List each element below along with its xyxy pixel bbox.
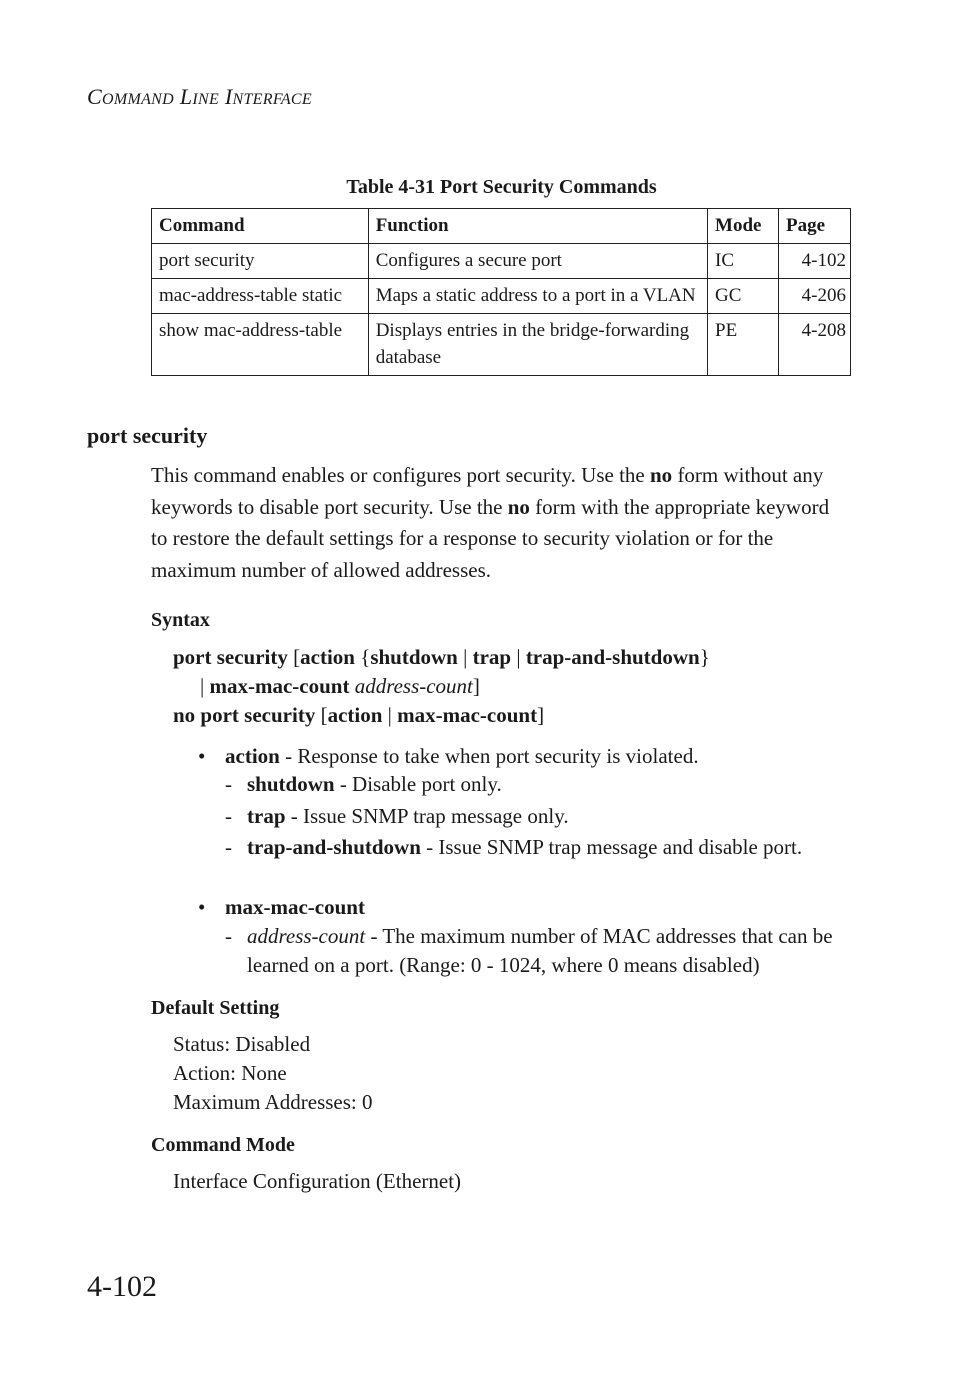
table-cell-page: 4-206 — [779, 279, 851, 314]
syntax-heading: Syntax — [151, 609, 210, 631]
table-row — [152, 244, 851, 279]
table-cell-mode: GC — [708, 279, 779, 314]
param-max-mac-count: max-mac-count — [225, 895, 365, 919]
default-max-addresses: Maximum Addresses: 0 — [173, 1090, 373, 1114]
dash-icon: - — [225, 772, 232, 796]
option-trap-and-shutdown: trap-and-shutdown - Issue SNMP trap message and disable port. — [247, 835, 803, 859]
page-number: 4-102 — [87, 1270, 157, 1303]
keyword-no: no — [650, 463, 673, 487]
table-cell-page: 4-208 — [779, 314, 851, 376]
bullet-icon: • — [198, 744, 206, 768]
syntax-line-1: port security [action {shutdown | trap | trap-and-shutdown} — [173, 645, 710, 669]
param-address-count: address-count - The maximum number of MAC addresses that can be learned on a port. (Range: 0 - 1024, where 0 means disabled) — [247, 924, 833, 977]
param-action: action - Response to take when port security is violated. — [225, 744, 699, 768]
table-caption: Table 4-31 Port Security Commands — [346, 176, 657, 198]
table-cell-command: port security — [152, 244, 369, 279]
option-shutdown: shutdown - Disable port only. — [247, 772, 502, 796]
table-cell-command: show mac-address-table — [152, 314, 369, 376]
default-status: Status: Disabled — [173, 1032, 311, 1056]
header-word-command: COMMAND — [87, 84, 174, 109]
running-header — [87, 84, 312, 110]
default-setting-heading: Default Setting — [151, 997, 280, 1019]
dash-icon: - — [225, 924, 232, 948]
column-header-command: Command — [152, 209, 369, 244]
column-header-function: Function — [368, 209, 707, 244]
column-header-page: Page — [779, 209, 851, 244]
option-trap: trap - Issue SNMP trap message only. — [247, 804, 569, 828]
port-security-commands-table — [151, 208, 851, 376]
header-word-interface: INTERFACE — [224, 84, 312, 109]
syntax-line-2: | max-mac-count address-count] — [200, 674, 480, 698]
intro-paragraph: This command enables or configures port security. Use the no form without any keywords to disable port security. Use the no form with the appropriate keyword to restore the default settings for a response to security violation or for the maximum number of allowed addresses. — [151, 463, 830, 582]
table-cell-page: 4-102 — [779, 244, 851, 279]
header-word-line: LINE — [179, 84, 220, 109]
table-row — [152, 279, 851, 314]
command-mode-text: Interface Configuration (Ethernet) — [173, 1169, 462, 1193]
table-cell-mode: IC — [708, 244, 779, 279]
table-cell-function: Displays entries in the bridge-forwarding database — [368, 314, 707, 376]
column-header-mode: Mode — [708, 209, 779, 244]
keyword-no: no — [507, 494, 530, 519]
command-mode-heading: Command Mode — [151, 1134, 295, 1156]
table-cell-mode: PE — [708, 314, 779, 376]
syntax-line-3: no port security [action | max-mac-count] — [173, 703, 545, 727]
table-cell-function: Configures a secure port — [368, 244, 707, 279]
dash-icon: - — [225, 835, 232, 859]
table-cell-command: mac-address-table static — [152, 279, 369, 314]
table-row — [152, 314, 851, 376]
table-cell-function: Maps a static address to a port in a VLAN — [368, 279, 707, 314]
table-header-row — [152, 209, 851, 244]
section-title: port security — [87, 423, 208, 448]
dash-icon: - — [225, 804, 232, 828]
bullet-icon: • — [198, 895, 206, 919]
default-action: Action: None — [173, 1061, 287, 1085]
